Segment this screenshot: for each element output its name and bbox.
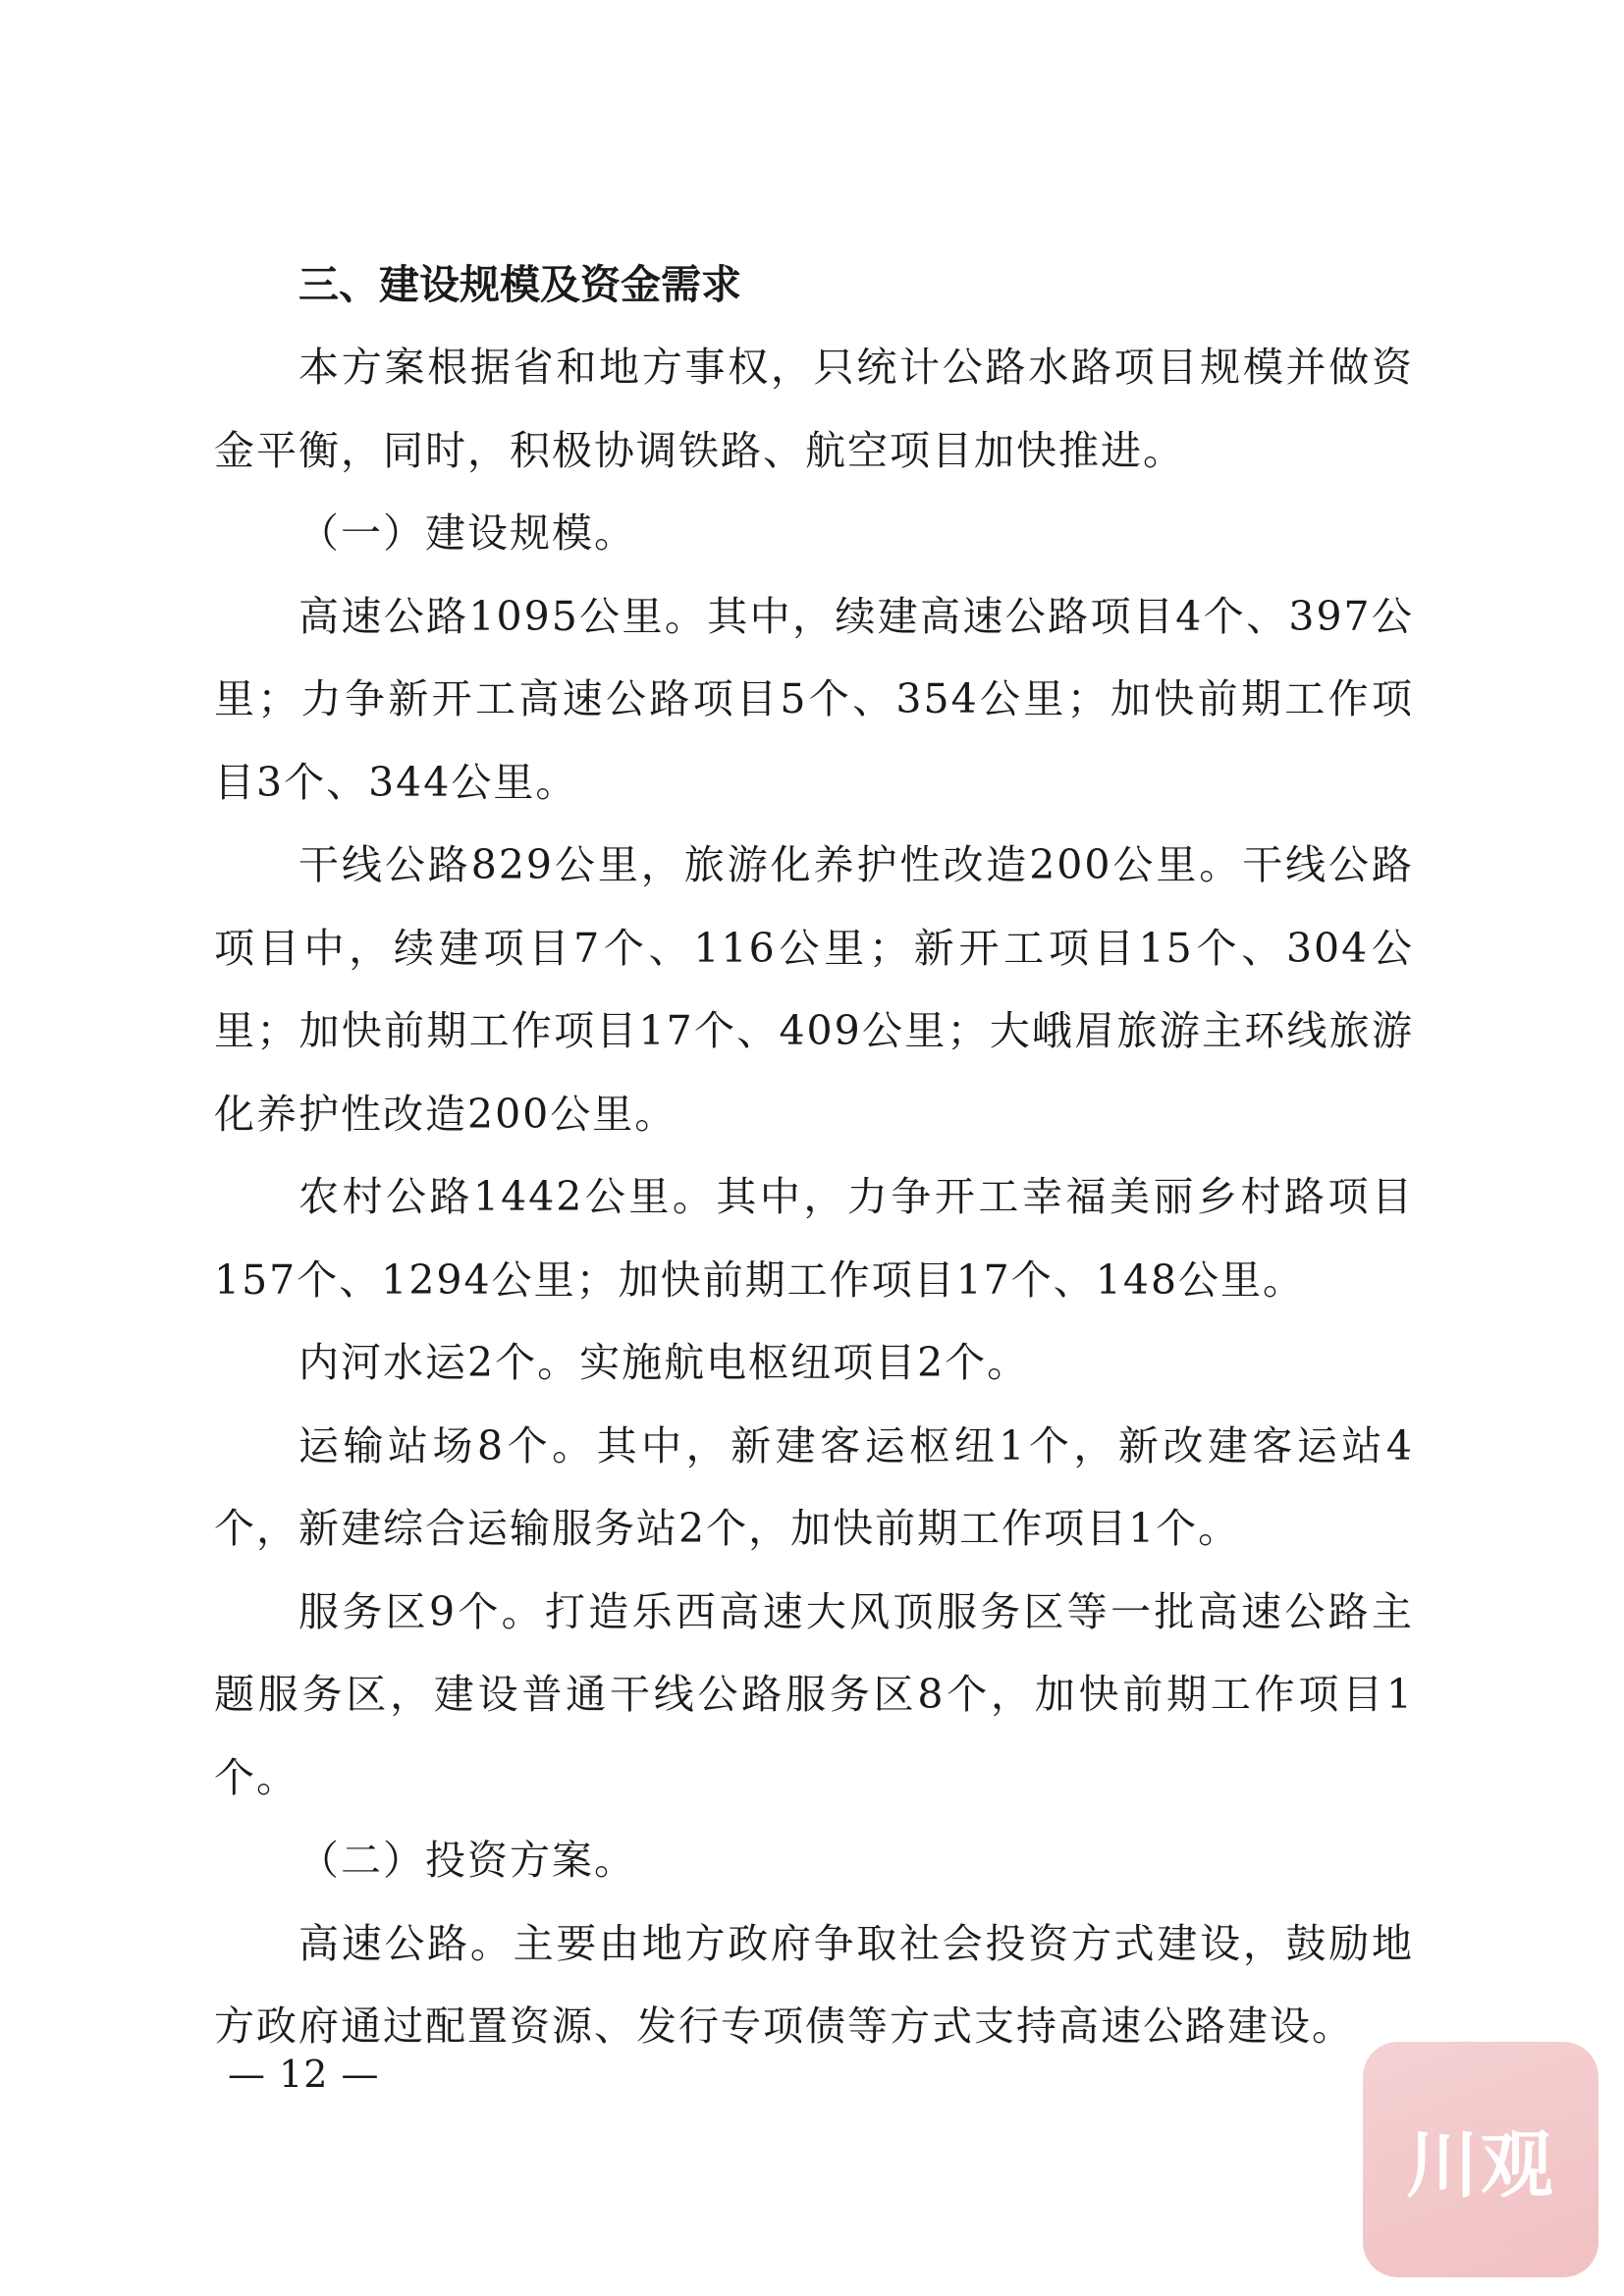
- service-area-paragraph: 服务区9个。打造乐西高速大风顶服务区等一批高速公路主题服务区，建设普通干线公路服务区8个，加快前期工作项目1个。: [214, 1587, 1414, 1801]
- intro-paragraph: 本方案根据省和地方事权，只统计公路水路项目规模并做资金平衡，同时，积极协调铁路、航空项目加快推进。: [214, 344, 1414, 474]
- trunk-road-paragraph: 干线公路829公里，旅游化养护性改造200公里。干线公路项目中，续建项目7个、116公里；新开工项目15个、304公里；加快前期工作项目17个、409公里；大峨眉旅游主环线旅游化养护性改造200公里。: [214, 841, 1414, 1138]
- watermark-logo: [1363, 2042, 1598, 2277]
- watermark-text: 川观: [1406, 2123, 1555, 2208]
- document-body: [214, 243, 1414, 2068]
- investment-highway-paragraph: 高速公路。主要由地方政府争取社会投资方式建设，鼓励地方政府通过配置资源、发行专项债等方式支持高速公路建设。: [214, 1919, 1414, 2050]
- subheading-investment-plan: （二）投资方案。: [298, 1837, 636, 1884]
- highway-paragraph: 高速公路1095公里。其中，续建高速公路项目4个、397公里；力争新开工高速公路项目5个、354公里；加快前期工作项目3个、344公里。: [214, 592, 1414, 806]
- page-number: — 12 —: [228, 2053, 380, 2096]
- subheading-construction-scale: （一）建设规模。: [298, 509, 636, 557]
- transport-station-paragraph: 运输站场8个。其中，新建客运枢纽1个，新改建客运站4个，新建综合运输服务站2个，加快前期工作项目1个。: [214, 1421, 1414, 1552]
- section-heading: 三、建设规模及资金需求: [298, 261, 741, 308]
- rural-road-paragraph: 农村公路1442公里。其中，力争开工幸福美丽乡村路项目157个、1294公里；加快前期工作项目17个、148公里。: [214, 1173, 1414, 1304]
- waterway-paragraph: 内河水运2个。实施航电枢纽项目2个。: [298, 1339, 1030, 1386]
